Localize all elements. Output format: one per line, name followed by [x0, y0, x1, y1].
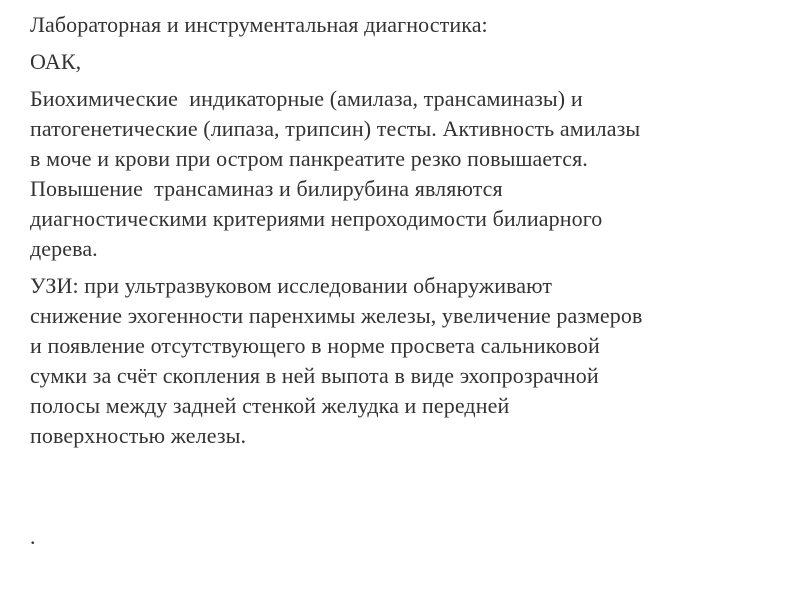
biochem-line: Повышение трансаминаз и билирубина являются: [30, 176, 503, 201]
uzi-line: поверхностью железы.: [30, 423, 247, 448]
trailing-dot: .: [30, 524, 36, 549]
oak-paragraph: [30, 47, 775, 77]
biochem-line: в моче и крови при остром панкреатите резко повышается.: [30, 146, 588, 171]
heading-paragraph: [30, 10, 775, 40]
uzi-line: снижение эхогенности паренхимы железы, увеличение размеров: [30, 303, 643, 328]
biochem-line: диагностическими критериями непроходимости билиарного: [30, 206, 603, 231]
uzi-line: УЗИ: при ультразвуковом исследовании обнаруживают: [30, 273, 553, 298]
uzi-line: полосы между задней стенкой желудка и передней: [30, 393, 510, 418]
uzi-paragraph: [30, 271, 775, 451]
oak-line: ОАК,: [30, 49, 82, 74]
biochem-line: Биохимические индикаторные (амилаза, трансаминазы) и: [30, 86, 583, 111]
text-body: [30, 10, 775, 458]
biochem-paragraph: [30, 84, 775, 264]
uzi-line: и появление отсутствующего в норме просвета сальниковой: [30, 333, 600, 358]
biochem-line: патогенетические (липаза, трипсин) тесты. Активность амилазы: [30, 116, 641, 141]
heading-line: Лабораторная и инструментальная диагностика:: [30, 12, 488, 37]
biochem-line: дерева.: [30, 236, 98, 261]
uzi-line: сумки за счёт скопления в ней выпота в виде эхопрозрачной: [30, 363, 599, 388]
